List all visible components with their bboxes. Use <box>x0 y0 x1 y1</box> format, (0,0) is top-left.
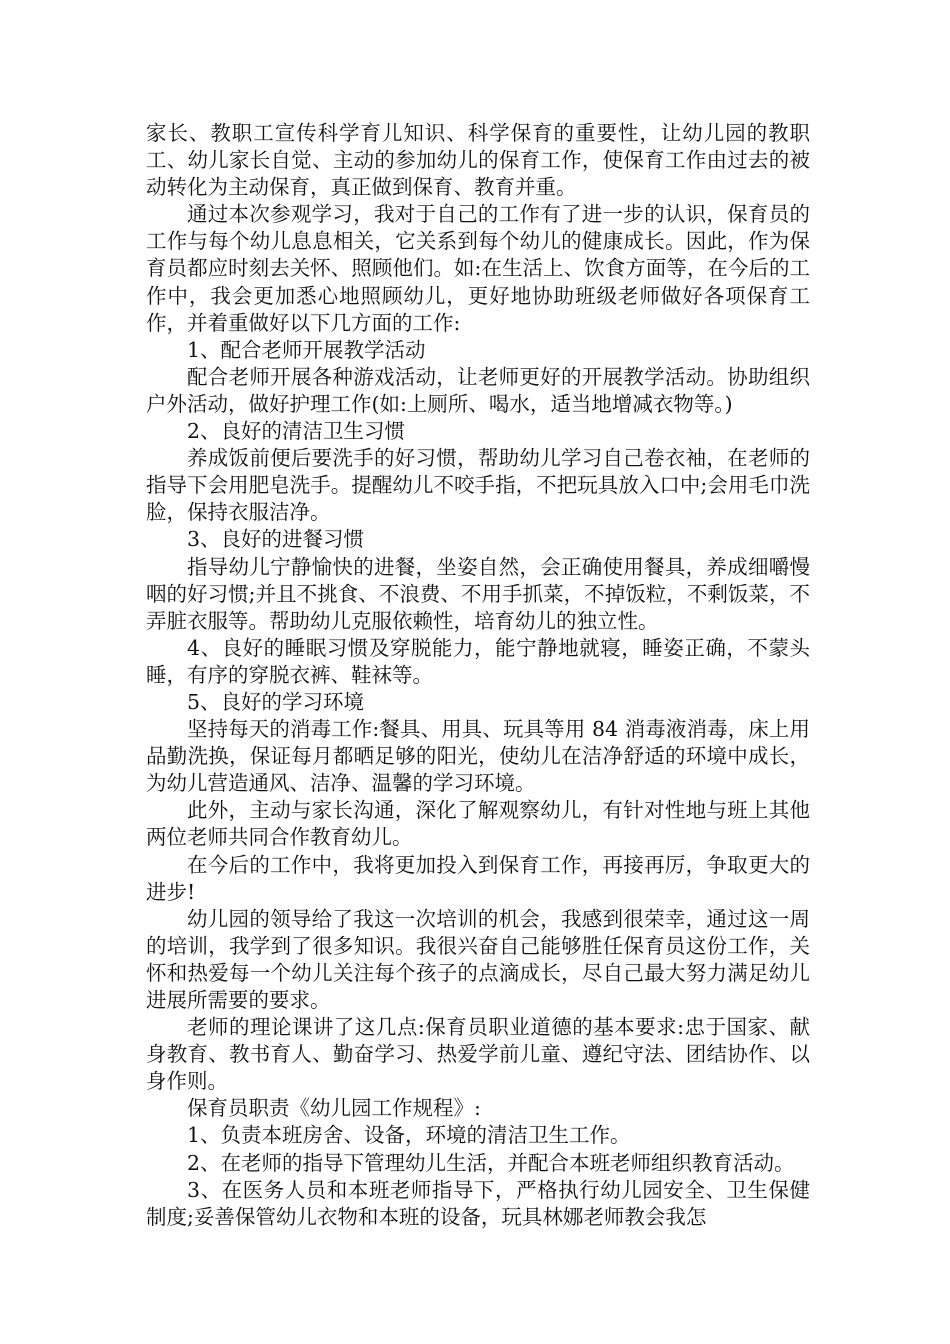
document-body <box>146 120 810 1231</box>
paragraph-2: 通过本次参观学习，我对于自己的工作有了进一步的认识，保育员的工作与每个幼儿息息相关，它关系到每个幼儿的健康成长。因此，作为保育员都应时刻去关怀、照顾他们。如:在生活上、饮食方面等，在今后的工作中，我会更加悉心地照顾幼儿，更好地协助班级老师做好各项保育工作，并着重做好以下几方面的工作: <box>146 202 810 335</box>
paragraph-3: 配合老师开展各种游戏活动，让老师更好的开展教学活动。协助组织户外活动，做好护理工作(如:上厕所、喝水，适当地增减衣物等。) <box>146 364 810 416</box>
list-heading-1: 1、配合老师开展教学活动 <box>187 337 426 362</box>
paragraph-10: 老师的理论课讲了这几点:保育员职业道德的基本要求:忠于国家、献身教育、教书育人、勤奋学习、热爱学前儿童、遵纪守法、团结协作、以身作则。 <box>146 1015 810 1094</box>
paragraph-8: 在今后的工作中，我将更加投入到保育工作，再接再厉，争取更大的进步! <box>146 852 810 904</box>
duties-heading: 保育员职责《幼儿园工作规程》: <box>187 1096 481 1121</box>
paragraph-5: 指导幼儿宁静愉快的进餐，坐姿自然，会正确使用餐具，养成细嚼慢咽的好习惯;并且不挑食、不浪费、不用手抓菜，不掉饭粒，不剩饭菜，不弄脏衣服等。帮助幼儿克服依赖性，培育幼儿的独立性。 <box>146 554 810 633</box>
paragraph-6: 坚持每天的消毒工作:餐具、用具、玩具等用 84 消毒液消毒，床上用品勤洗换，保证每月都晒足够的阳光，使幼儿在洁净舒适的环境中成长，为幼儿营造通风、洁净、温馨的学习环境。 <box>146 717 810 796</box>
list-heading-2: 2、良好的清洁卫生习惯 <box>187 419 406 444</box>
paragraph-4: 养成饭前便后要洗手的好习惯，帮助幼儿学习自己卷衣袖，在老师的指导下会用肥皂洗手。提醒幼儿不咬手指，不把玩具放入口中;会用毛巾洗脸，保持衣服洁净。 <box>146 446 810 525</box>
paragraph-1: 家长、教职工宣传科学育儿知识、科学保育的重要性，让幼儿园的教职工、幼儿家长自觉、主动的参加幼儿的保育工作，使保育工作由过去的被动转化为主动保育，真正做到保育、教育并重。 <box>146 121 810 200</box>
list-heading-5: 5、良好的学习环境 <box>187 689 365 714</box>
list-heading-3: 3、良好的进餐习惯 <box>187 527 365 552</box>
duty-item-1: 1、负责本班房舍、设备，环境的清洁卫生工作。 <box>187 1123 631 1148</box>
list-heading-4: 4、良好的睡眠习惯及穿脱能力，能宁静地就寝，睡姿正确，不蒙头睡，有序的穿脱衣裤、鞋袜等。 <box>146 635 810 687</box>
duty-item-3: 3、在医务人员和本班老师指导下，严格执行幼儿园安全、卫生保健制度;妥善保管幼儿衣物和本班的设备，玩具林娜老师教会我怎 <box>146 1177 810 1229</box>
duty-item-2: 2、在老师的指导下管理幼儿生活，并配合本班老师组织教育活动。 <box>187 1150 795 1175</box>
paragraph-9: 幼儿园的领导给了我这一次培训的机会，我感到很荣幸，通过这一周的培训，我学到了很多知识。我很兴奋自己能够胜任保育员这份工作，关怀和热爱每一个幼儿关注每个孩子的点滴成长，尽自己最大努力满足幼儿进展所需要的要求。 <box>146 906 810 1012</box>
paragraph-7: 此外，主动与家长沟通，深化了解观察幼儿，有针对性地与班上其他两位老师共同合作教育幼儿。 <box>146 798 810 850</box>
